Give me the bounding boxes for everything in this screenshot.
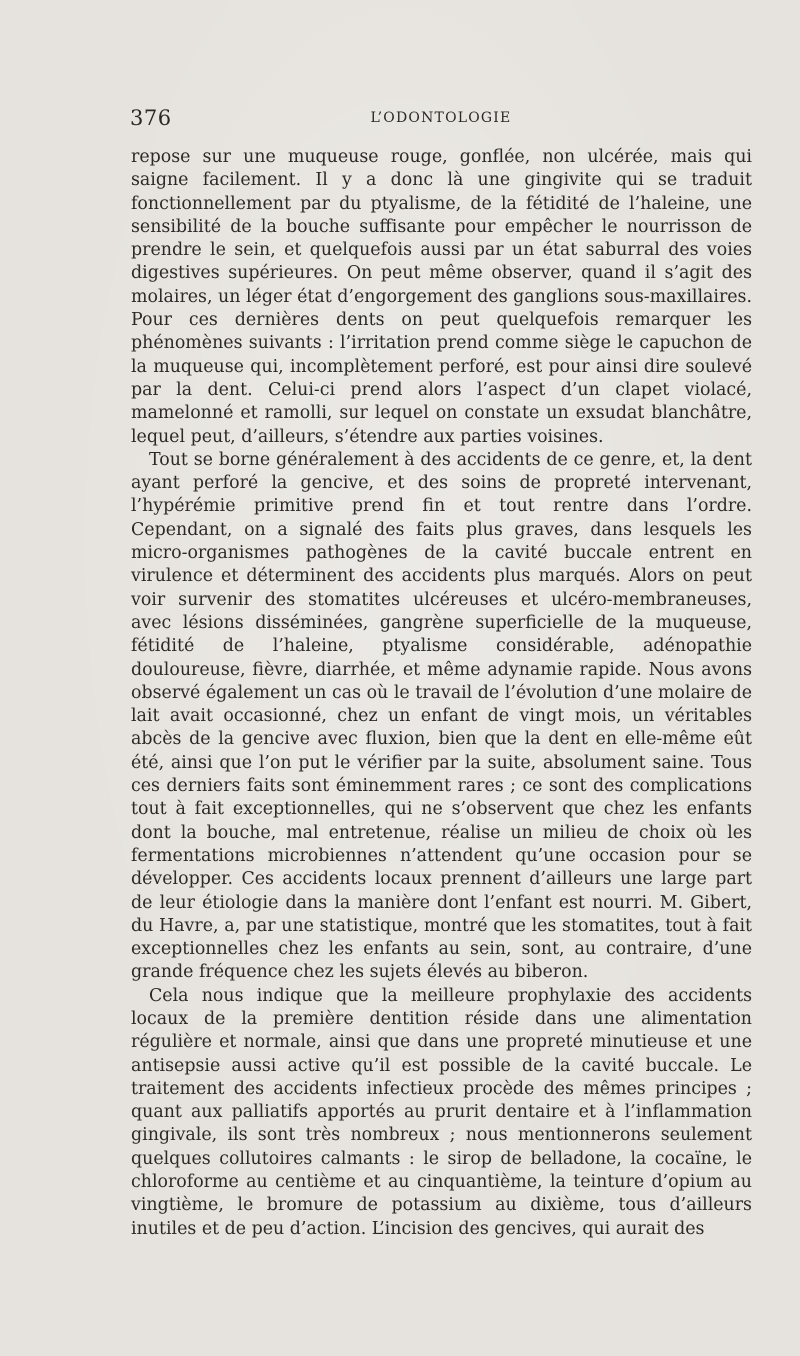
- page-number: 376: [130, 106, 172, 130]
- paragraph: Tout se borne généralement à des accidents de ce genre, et, la dent ayant perforé la gencive, et des soins de propreté intervenant, l’hypérémie primitive prend fin et tout rentre dans l’ordre. Cependant, on a signalé des faits plus graves, dans lesquels les micro-organismes pathogènes de la cavité buccale entrent en virulence et déterminent des accidents plus marqués. Alors on peut voir survenir des stomatites ulcéreuses et ulcéro-membraneuses, avec lésions disséminées, gangrène superficielle de la muqueuse, fétidité de l’haleine, ptyalisme considérable, adénopathie douloureuse, fièvre, diarrhée, et même adynamie rapide. Nous avons observé également un cas où le travail de l’évolution d’une molaire de lait avait occasionné, chez un enfant de vingt mois, un véritables abcès de la gencive avec fluxion, bien que la dent en elle-même eût été, ainsi que l’on put le vérifier par la suite, absolument saine. Tous ces derniers faits sont éminemment rares ; ce sont des complications tout à fait exceptionnelles, qui ne s’observent que chez les enfants dont la bouche, mal entretenue, réalise un milieu de choix où les fermentations microbiennes n’attendent qu’une occasion pour se développer. Ces accidents locaux prennent d’ailleurs une large part de leur étiologie dans la manière dont l’enfant est nourri. M. Gibert, du Havre, a, par une statistique, montré que les stomatites, tout à fait exceptionnelles chez les enfants au sein, sont, au contraire, d’une grande fréquence chez les sujets élevés au biberon.: [131, 449, 752, 983]
- running-title: L’ODONTOLOGIE: [370, 110, 512, 126]
- paragraph: Cela nous indique que la meilleure prophylaxie des accidents locaux de la première dentition réside dans une alimentation régulière et normale, ainsi que dans une propreté minutieuse et une antisepsie aussi active qu’il est possible de la cavité buccale. Le traitement des accidents infectieux procède des mêmes principes ; quant aux palliatifs apportés au prurit dentaire et à l’inflammation gingivale, ils sont très nombreux ; nous mentionnerons seulement quelques collutoires calmants : le sirop de belladone, la cocaïne, le chloroforme au centième et au cinquantième, la teinture d’opium au vingtième, le bromure de potassium au dixième, tous d’ailleurs inutiles et de peu d’action. L’incision des gencives, qui aurait des: [131, 985, 752, 1239]
- page-header: [130, 106, 752, 132]
- body-text: [131, 146, 752, 1241]
- paragraph: repose sur une muqueuse rouge, gonflée, non ulcérée, mais qui saigne facilement. Il y a donc là une gingivite qui se traduit fonctionnellement par du ptyalisme, de la fétidité de l’haleine, une sensibilité de la bouche suffisante pour empêcher le nourrisson de prendre le sein, et quelquefois aussi par un état saburral des voies digestives supérieures. On peut même observer, quand il s’agit des molaires, un léger état d’engorgement des ganglions sous-maxillaires. Pour ces dernières dents on peut quelquefois remarquer les phénomènes suivants : l’irritation prend comme siège le capuchon de la muqueuse qui, incomplètement perforé, est pour ainsi dire soulevé par la dent. Celui-ci prend alors l’aspect d’un clapet violacé, mamelonné et ramolli, sur lequel on constate un exsudat blanchâtre, lequel peut, d’ailleurs, s’étendre aux parties voisines.: [131, 147, 752, 447]
